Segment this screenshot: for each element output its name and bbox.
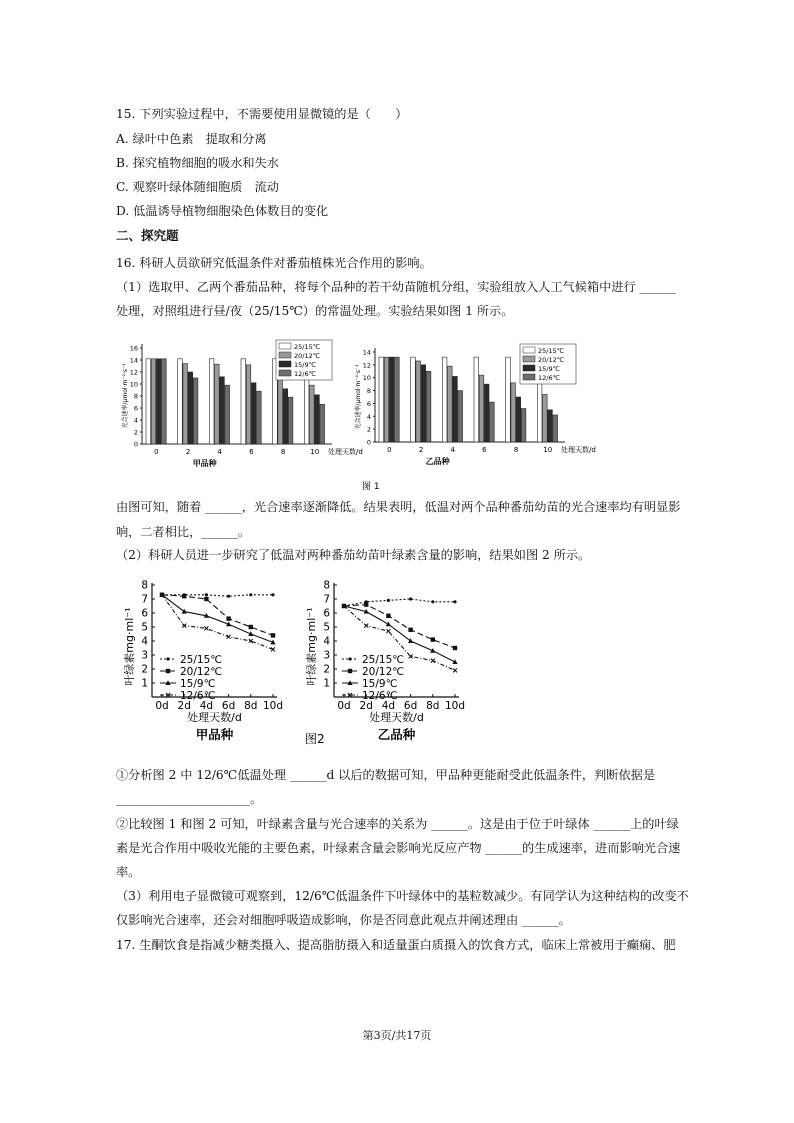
x-tick-label: 4d xyxy=(381,700,396,712)
q16-part3-line1: （3）利用电子显微镜可观察到，12/6℃低温条件下叶绿体中的基粒数减少。有同学认为这种结构的改变不 xyxy=(116,889,689,903)
y-tick-label: 6 xyxy=(133,404,138,413)
data-point xyxy=(271,633,275,637)
y-tick-label: 16 xyxy=(129,344,138,353)
bar xyxy=(315,395,320,444)
q16-part1-after-line1: 由图可知，随着 ______，光合速率逐渐降低。结果表明，低温对两个品种番茄幼苗的光合速率均有明显影 xyxy=(116,500,681,514)
bar xyxy=(506,357,511,442)
data-point xyxy=(348,657,351,660)
q16-stem: 16. 科研人员欲研究低温条件对番茄植株光合作用的影响。 xyxy=(116,256,432,270)
bar xyxy=(246,365,251,444)
y-tick-label: 10 xyxy=(129,380,138,389)
y-tick-label: 14 xyxy=(362,348,371,357)
data-point xyxy=(204,597,208,601)
y-tick-label: 1 xyxy=(141,677,148,690)
legend-swatch xyxy=(523,356,535,362)
data-point xyxy=(453,646,457,650)
y-tick-label: 8 xyxy=(366,387,371,396)
q16-part2-line: （2）科研人员进一步研究了低温对两种番茄幼苗叶绿素含量的影响，结果如图 2 所示。 xyxy=(116,548,591,562)
data-point xyxy=(431,659,435,663)
legend-label: 15/9℃ xyxy=(180,678,216,690)
x-axis-label: 处理天数/d xyxy=(369,711,424,724)
y-axis-label: 光合速率/μmol·m⁻²·s⁻¹ xyxy=(355,364,362,430)
bar xyxy=(209,359,214,444)
bar xyxy=(283,389,288,444)
bar xyxy=(516,397,521,442)
y-axis-label: 叶绿素mg·ml⁻¹ xyxy=(305,607,318,686)
y-tick-label: 2 xyxy=(366,425,371,434)
y-tick-label: 2 xyxy=(133,428,138,437)
data-point xyxy=(166,669,170,673)
bar xyxy=(320,404,325,444)
y-tick-label: 0 xyxy=(133,440,138,449)
bar xyxy=(389,357,394,442)
q16-part3-line2: 仅影响光合速率，还会对细胞呼吸造成影响，你是否同意此观点并阐述理由 ______。 xyxy=(116,913,571,927)
x-axis-label: 处理天数/d xyxy=(187,711,242,724)
bar xyxy=(411,357,416,442)
data-point xyxy=(431,637,435,641)
y-tick-label: 4 xyxy=(323,635,330,648)
bar xyxy=(421,365,426,442)
x-tick-label: 8 xyxy=(280,448,286,456)
data-point xyxy=(249,593,252,596)
y-tick-label: 14 xyxy=(129,356,138,365)
data-point xyxy=(364,602,368,606)
x-tick-label: 8d xyxy=(426,700,440,712)
x-tick-label: 0 xyxy=(154,448,159,456)
data-point xyxy=(431,600,434,603)
y-axis-label: 叶绿素mg·ml⁻¹ xyxy=(123,607,136,686)
q16-part2-q2-line1: ②比较图 1 和图 2 可知，叶绿素含量与光合速率的关系为 ______。这是由于位于叶绿体 ______上的叶绿 xyxy=(116,817,679,831)
series-line xyxy=(162,595,273,650)
figure-2-caption: 图2 xyxy=(305,732,325,746)
data-point xyxy=(348,669,352,673)
y-tick-label: 6 xyxy=(141,607,148,620)
bar xyxy=(220,377,225,444)
legend-label: 25/15℃ xyxy=(362,654,405,666)
legend-label: 20/12℃ xyxy=(180,666,223,678)
y-tick-label: 5 xyxy=(141,621,148,634)
x-tick-label: 4 xyxy=(217,448,222,456)
legend-label: 25/15℃ xyxy=(294,343,321,351)
data-point xyxy=(408,638,413,643)
legend-swatch xyxy=(279,361,291,367)
x-tick-label: 6 xyxy=(482,446,487,454)
bar xyxy=(178,359,183,444)
bar xyxy=(426,371,431,442)
legend-label: 12/6℃ xyxy=(362,690,398,702)
y-tick-label: 8 xyxy=(133,392,138,401)
data-point xyxy=(453,600,456,603)
bar xyxy=(458,391,463,442)
legend-label: 12/6℃ xyxy=(180,690,216,702)
q16-part1-after-line2: 响，二者相比，______。 xyxy=(116,525,251,539)
series-line xyxy=(344,605,455,648)
y-tick-label: 7 xyxy=(323,593,330,606)
data-point xyxy=(182,594,186,598)
data-point xyxy=(408,628,412,632)
legend-label: 15/9℃ xyxy=(362,678,398,690)
figure-1-caption: 图 1 xyxy=(362,482,380,492)
legend-label: 20/12℃ xyxy=(538,356,565,364)
x-tick-label: 6d xyxy=(403,700,418,712)
q16-part1-line2: 处理，对照组进行昼/夜（25/15℃）的常温处理。实验结果如图 1 所示。 xyxy=(116,304,514,318)
figure-1 xyxy=(112,324,596,494)
data-point xyxy=(226,616,230,620)
bar-chart-jia xyxy=(121,340,363,468)
q17-line: 17. 生酮饮食是指减少糖类摄入、提高脂肪摄入和适量蛋白质摄入的饮食方式，临床上常被用于癫痫、肥 xyxy=(116,938,676,952)
y-tick-label: 3 xyxy=(141,649,148,662)
y-tick-label: 5 xyxy=(323,621,330,634)
x-tick-label: 4d xyxy=(199,700,214,712)
x-tick-label: 6 xyxy=(249,448,254,456)
x-tick-label: 2 xyxy=(185,448,191,456)
q16-part1-line1: （1）选取甲、乙两个番茄品种，将每个品种的若干幼苗随机分组，实验组放入人工气候箱中进行 ______ xyxy=(116,280,677,294)
x-axis-label: 处理天数/d xyxy=(561,446,596,454)
bar xyxy=(146,359,151,444)
bar xyxy=(395,357,400,442)
data-point xyxy=(182,609,187,614)
bar xyxy=(453,376,458,442)
figure-2 xyxy=(112,570,512,755)
bar xyxy=(162,359,167,444)
y-tick-label: 2 xyxy=(323,663,330,676)
y-tick-label: 10 xyxy=(362,374,371,383)
y-tick-label: 12 xyxy=(362,361,371,370)
legend-label: 15/9℃ xyxy=(294,361,316,369)
legend-label: 12/6℃ xyxy=(538,374,560,382)
q16-part2-q1-line2: ______________________。 xyxy=(116,792,263,806)
bar xyxy=(193,378,198,444)
y-tick-label: 8 xyxy=(323,579,330,592)
q15-option-d: D. 低温诱导植物细胞染色体数目的变化 xyxy=(116,204,329,218)
y-tick-label: 2 xyxy=(141,663,148,676)
legend-label: 25/15℃ xyxy=(538,347,565,355)
x-tick-label: 2 xyxy=(418,446,424,454)
line-chart-jia xyxy=(122,580,283,743)
legend-label: 20/12℃ xyxy=(294,352,321,360)
q15-option-a: A. 绿叶中色素 提取和分离 xyxy=(116,132,267,146)
bar xyxy=(479,375,484,442)
q15-option-c: C. 观察叶绿体随细胞质 流动 xyxy=(116,180,279,194)
legend-swatch xyxy=(279,352,291,358)
line-chart-yi xyxy=(304,580,465,743)
page-footer: 第3页/共17页 xyxy=(362,1029,432,1042)
bar xyxy=(484,384,489,442)
y-tick-label: 8 xyxy=(141,579,148,592)
legend-label: 12/6℃ xyxy=(294,370,316,378)
bar xyxy=(553,415,558,442)
bar xyxy=(288,397,293,444)
y-tick-label: 6 xyxy=(366,399,371,408)
x-axis-label: 处理天数/d xyxy=(328,448,363,456)
bar xyxy=(215,364,220,444)
data-point xyxy=(409,597,412,600)
y-tick-label: 6 xyxy=(323,607,330,620)
bar xyxy=(188,372,193,444)
legend-swatch xyxy=(279,343,291,349)
x-tick-label: 10 xyxy=(543,446,553,454)
y-tick-label: 4 xyxy=(141,635,148,648)
legend-label: 15/9℃ xyxy=(538,365,560,373)
bar xyxy=(416,361,421,442)
data-point xyxy=(249,625,253,629)
bar xyxy=(543,394,548,442)
data-point xyxy=(227,595,230,598)
x-tick-label: 10 xyxy=(310,448,320,456)
bar xyxy=(448,366,453,442)
bar xyxy=(521,409,526,442)
data-point xyxy=(453,668,457,672)
y-tick-label: 7 xyxy=(141,593,148,606)
bar xyxy=(241,359,246,444)
bar xyxy=(156,359,161,444)
q15-stem: 15. 下列实验过程中，不需要使用显微镜的是（ ） xyxy=(116,107,408,121)
bar xyxy=(490,402,495,442)
x-tick-label: 10d xyxy=(444,700,466,712)
legend-label: 20/12℃ xyxy=(362,666,405,678)
x-tick-label: 8 xyxy=(513,446,519,454)
data-point xyxy=(386,614,390,618)
legend-swatch xyxy=(523,365,535,371)
bar xyxy=(257,391,262,444)
bar xyxy=(474,357,479,442)
y-tick-label: 4 xyxy=(366,412,371,421)
x-tick-label: 4 xyxy=(450,446,455,454)
q15-option-b: B. 探究植物细胞的吸水和失水 xyxy=(116,156,279,170)
y-axis-label: 光合速率/μmol·m⁻²·s⁻¹ xyxy=(122,363,129,429)
series-line xyxy=(162,595,273,596)
q16-part2-q2-line2: 素是光合作用中吸收光能的主要色素，叶绿素含量会影响光反应产物 ______的生成速率，进而影响光合速 xyxy=(116,841,681,855)
x-tick-label: 0d xyxy=(155,700,169,712)
bar xyxy=(251,383,256,444)
section-title: 二、探究题 xyxy=(116,228,179,243)
x-tick-label: 10d xyxy=(262,700,284,712)
bar xyxy=(151,359,156,444)
x-tick-label: 8d xyxy=(244,700,258,712)
y-tick-label: 0 xyxy=(366,438,371,447)
y-tick-label: 1 xyxy=(323,677,330,690)
legend-label: 25/15℃ xyxy=(180,654,223,666)
bar xyxy=(310,385,315,444)
bar xyxy=(511,383,516,442)
y-tick-label: 3 xyxy=(323,649,330,662)
chart-title: 乙品种 xyxy=(425,457,450,466)
chart-title: 甲品种 xyxy=(192,459,217,468)
data-point xyxy=(387,599,390,602)
data-point xyxy=(204,626,208,630)
chart-title: 乙品种 xyxy=(377,727,416,742)
legend-swatch xyxy=(523,347,535,353)
series-line xyxy=(162,595,273,636)
y-tick-label: 4 xyxy=(133,416,138,425)
x-tick-label: 0d xyxy=(337,700,351,712)
bar-chart-yi xyxy=(354,344,596,466)
x-tick-label: 6d xyxy=(221,700,236,712)
bar xyxy=(183,364,188,444)
data-point xyxy=(205,593,208,596)
bar xyxy=(379,357,384,442)
q16-part2-q1-line1: ①分析图 2 中 12/6℃低温处理 ______d 以后的数据可知，甲品种更能耐受此低温条件，判断依据是 xyxy=(116,768,656,782)
series-line xyxy=(344,599,455,606)
bar xyxy=(225,385,230,444)
x-tick-label: 2d xyxy=(177,700,191,712)
data-point xyxy=(166,657,169,660)
bar xyxy=(384,357,389,442)
x-tick-label: 0 xyxy=(387,446,392,454)
bar xyxy=(548,410,553,442)
legend-swatch xyxy=(279,370,291,376)
x-tick-label: 2d xyxy=(359,700,373,712)
bar xyxy=(442,357,447,442)
y-tick-label: 12 xyxy=(129,368,138,377)
legend-swatch xyxy=(523,374,535,380)
data-point xyxy=(271,593,274,596)
chart-title: 甲品种 xyxy=(195,727,234,742)
data-point xyxy=(386,621,391,626)
q16-part2-q2-line3: 率。 xyxy=(116,865,141,879)
